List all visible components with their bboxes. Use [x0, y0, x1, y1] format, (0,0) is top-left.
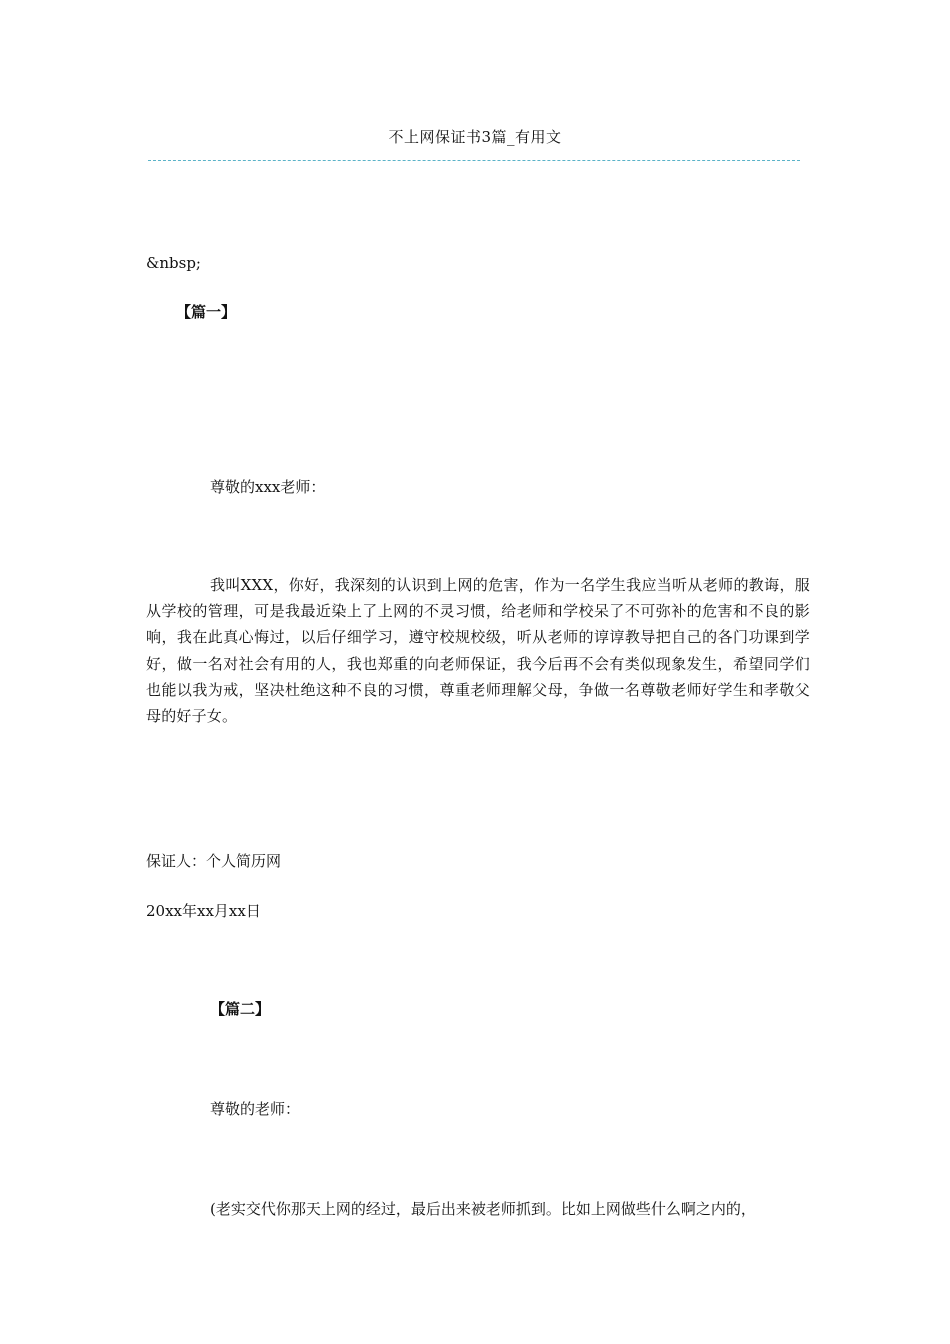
section-one-salutation: 尊敬的xxx老师：: [210, 478, 326, 496]
section-one-body: 我叫XXX，你好，我深刻的认识到上网的危害，作为一名学生我应当听从老师的教诲，服从学校的管理，可是我最近染上了上网的不灵习惯，给老师和学校呆了不可弥补的危害和不良的影响，我在此真心悔过，以后仔细学习，遵守校规校级，听从老师的谆谆教导把自己的各门功课到学好，做一名对社会有用的人，我也郑重的向老师保证，我今后再不会有类似现象发生，希望同学们也能以我为戒，坚决杜绝这种不良的习惯，尊重老师理解父母，争做一名尊敬老师好学生和孝敬父母的好子女。: [146, 576, 810, 726]
date-line: 20xx年xx月xx日: [146, 902, 261, 920]
page-title: 不上网保证书3篇_有用文: [388, 128, 562, 146]
header-divider: [148, 160, 800, 161]
section-two-heading: 【篇二】: [210, 1000, 271, 1018]
section-two-body: (老实交代你那天上网的经过，最后出来被老师抓到。比如上网做些什么啊之内的，: [210, 1200, 756, 1218]
signer-line: 保证人：个人简历网: [146, 852, 282, 870]
nbsp-text: &nbsp;: [146, 254, 201, 272]
section-two-salutation: 尊敬的老师：: [210, 1100, 301, 1118]
section-one-heading: 【篇一】: [176, 303, 237, 321]
